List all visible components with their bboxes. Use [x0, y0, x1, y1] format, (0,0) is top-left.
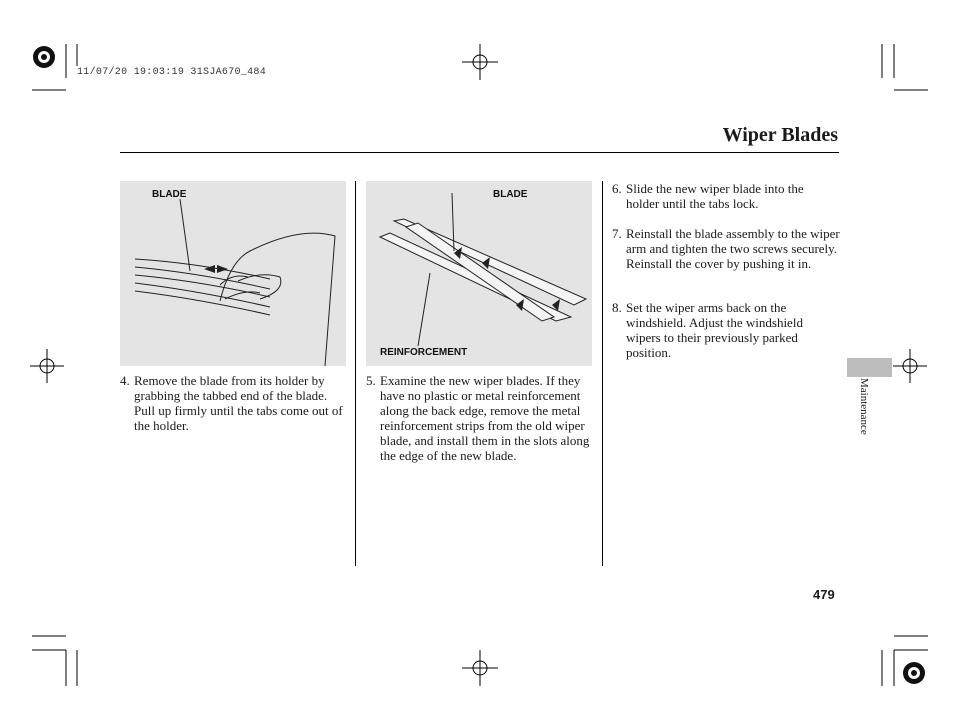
title-rule	[120, 152, 839, 153]
step-6	[612, 181, 840, 211]
step-text: Slide the new wiper blade into the holder until the tabs lock.	[626, 181, 804, 211]
step-text: Reinstall the blade assembly to the wiper arm and tighten the two screws securely. Reinstall the cover by pushing it in.	[626, 226, 840, 271]
registration-target-bottom-right	[903, 662, 925, 684]
step-text: Set the wiper arms back on the windshield. Adjust the windshield wipers to their previously parked position.	[626, 300, 803, 360]
step-number: 6.	[612, 181, 622, 196]
page-title: Wiper Blades	[722, 124, 838, 146]
label-blade: BLADE	[152, 189, 187, 200]
step-number: 8.	[612, 300, 622, 315]
print-timestamp: 11/07/20 19:03:19 31SJA670_484	[77, 67, 267, 78]
hand-blade-illustration	[120, 181, 346, 366]
label-blade: BLADE	[493, 189, 528, 200]
registration-target-top-left	[33, 46, 55, 68]
figure-reinforcement	[366, 181, 592, 366]
section-tab	[847, 358, 892, 377]
figure-remove-blade	[120, 181, 346, 366]
column-divider	[602, 181, 603, 566]
page-number: 479	[813, 587, 835, 602]
step-5	[366, 373, 596, 463]
step-8	[612, 300, 840, 360]
step-number: 5.	[366, 373, 376, 388]
step-7	[612, 226, 840, 271]
step-text: Remove the blade from its holder by grabbing the tabbed end of the blade. Pull up firmly until the tabs come out of the holder.	[134, 373, 343, 433]
column-divider	[355, 181, 356, 566]
section-tab-label: Maintenance	[858, 378, 870, 435]
step-text: Examine the new wiper blades. If they have no plastic or metal reinforcement along the back edge, remove the metal reinforcement strips from the old wiper blade, and install them in the slots along the edge of the new blade.	[380, 373, 590, 463]
blade-reinforcement-illustration	[366, 181, 592, 366]
step-4	[120, 373, 346, 433]
step-number: 7.	[612, 226, 622, 241]
step-number: 4.	[120, 373, 130, 388]
label-reinforcement: REINFORCEMENT	[380, 347, 468, 358]
